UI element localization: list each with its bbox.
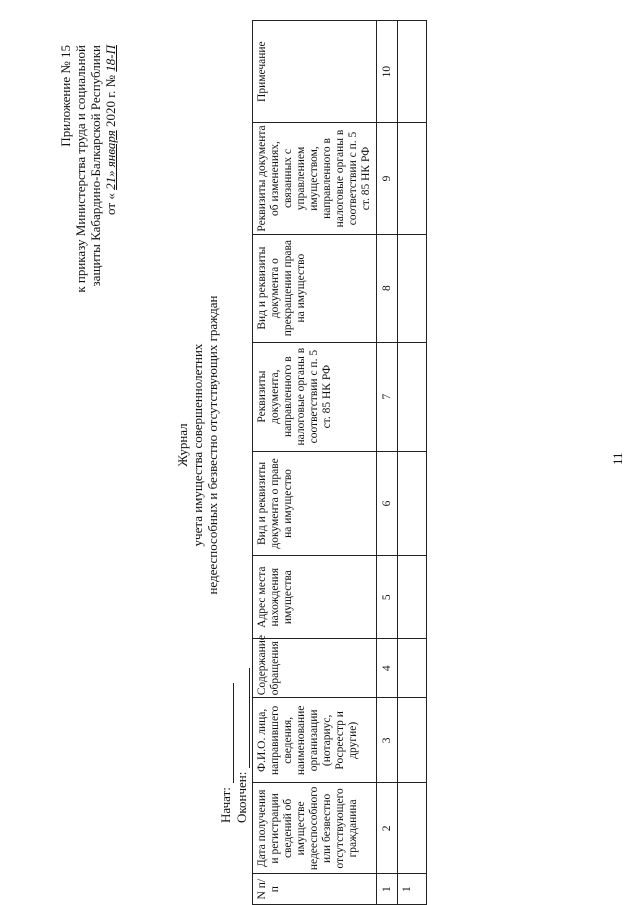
table-cell — [398, 698, 427, 783]
table-header-cell: Примечание — [253, 21, 377, 123]
table-cell — [398, 21, 427, 123]
column-number: 10 — [377, 21, 398, 123]
table-header-row — [253, 21, 377, 905]
finished-field: Окончен: — [234, 668, 250, 823]
title-sub2: недееспособных и безвестно отсутствующих граждан — [205, 295, 220, 595]
order-number-handwritten: 18-П — [103, 45, 118, 72]
order-date-handwritten: 21» января — [103, 130, 118, 190]
table-header-cell: Реквизиты документа об изменениях, связанных с управлением имуществом, направленного в налоговые органы в соответствии с п. 5 ст. 85 НК РФ — [253, 123, 377, 234]
table-cell — [398, 639, 427, 698]
column-number: 3 — [377, 698, 398, 783]
started-blank — [218, 683, 234, 783]
table-header-cell: Ф.И.О. лица, направившего сведения, наименование организации (нотариус, Росреестр и другие) — [253, 698, 377, 783]
title-main: Журнал — [175, 423, 190, 467]
table-header-cell: Содержание обращения — [253, 639, 377, 698]
ministry-line: защиты Кабардино-Балкарской Республики — [88, 45, 103, 287]
table-cell — [398, 783, 427, 874]
column-number: 5 — [377, 556, 398, 639]
table-number-row — [377, 21, 398, 905]
table-header-cell: Вид и реквизиты документа о праве на имущество — [253, 451, 377, 556]
order-line: к приказу Министерства труда и социальной — [73, 45, 88, 293]
column-number: 2 — [377, 783, 398, 874]
appendix-line: Приложение № 15 — [58, 45, 73, 147]
column-number: 6 — [377, 451, 398, 556]
column-number: 1 — [377, 874, 398, 905]
finished-blank — [234, 668, 250, 768]
table-cell — [398, 556, 427, 639]
column-number: 9 — [377, 123, 398, 234]
table-header-cell: N п/п — [253, 874, 377, 905]
column-number: 4 — [377, 639, 398, 698]
table-header-cell: Дата получения и регистрации сведений об имуществе недееспособного или безвестно отсутствующего гражданина — [253, 783, 377, 874]
table-cell — [398, 342, 427, 451]
column-number: 7 — [377, 342, 398, 451]
journal-dates — [218, 668, 250, 823]
table-cell: 1 — [398, 874, 427, 905]
table-header-cell: Адрес места нахождения имущества — [253, 556, 377, 639]
title-sub1: учета имущества совершеннолетних — [190, 343, 205, 547]
journal-table — [252, 20, 427, 905]
table-row — [398, 21, 427, 905]
column-number: 8 — [377, 234, 398, 342]
started-field: Начат: — [218, 668, 234, 823]
table-cell — [398, 451, 427, 556]
table-cell — [398, 123, 427, 234]
order-date-line: от « 21» января 2020 г. № 18-П — [103, 45, 118, 215]
table-cell — [398, 234, 427, 342]
page-number: 11 — [610, 452, 625, 465]
table-header-cell: Реквизиты документа, направленного в налоговые органы в соответствии с п. 5 ст. 85 НК РФ — [253, 342, 377, 451]
table-header-cell: Вид и реквизиты документа о прекращении права на имущество — [253, 234, 377, 342]
journal-title — [175, 235, 220, 655]
appendix-header — [58, 45, 118, 345]
